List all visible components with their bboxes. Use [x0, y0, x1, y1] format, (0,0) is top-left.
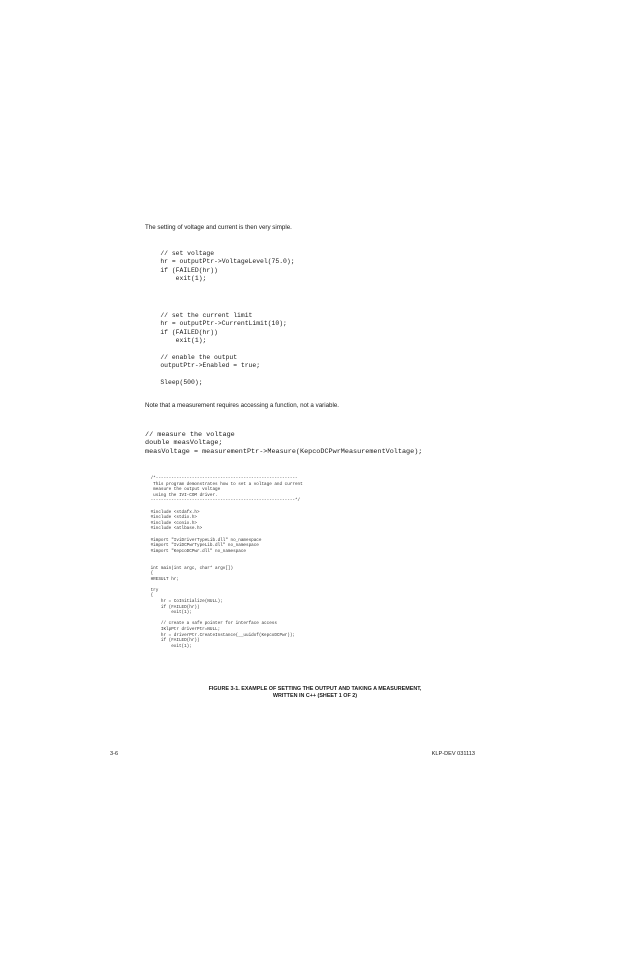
- intro-text: The setting of voltage and current is then very simple.: [145, 224, 292, 231]
- code-block-set-current: // set the current limit hr = outputPtr->CurrentLimit(10); if (FAILED(hr)) exit(1); // enable the output outputPtr->Enabled = true; Sleep(500);: [160, 312, 287, 387]
- figure-caption-line1: FIGURE 3-1. EXAMPLE OF SETTING THE OUTPUT AND TAKING A MEASUREMENT,: [208, 686, 422, 692]
- figure-caption: [145, 686, 485, 700]
- page-number: 3-6: [110, 751, 119, 757]
- figure-caption-line2: WRITTEN IN C++ (SHEET 1 OF 2): [272, 693, 358, 700]
- note-text: Note that a measurement requires accessing a function, not a variable.: [145, 402, 339, 409]
- code-block-set-voltage: // set voltage hr = outputPtr->VoltageLevel(75.0); if (FAILED(hr)) exit(1);: [160, 250, 295, 283]
- code-listing-figure: /*------------------------------------------------------- This program demonstrates how to set a voltage and current measure the output voltage using the IVI-COM driver. --------------------------------------------------------*/ #include <stdafx.h> #include <stdio.h> #include <conio.h> #include <atlbase.h> #import "IviDriverTypeLib.dll" no_namespace #import "IviDCPwrTypeLib.dll" no_namespace #import "KepcoDCPwr.dll" no_namespace int main(int argc, char* argv[]) { HRESULT hr; try { hr = CoInitialize(NULL); if (FAILED(hr)) exit(1); // create a safe pointer for interface access IKlpPtr driverPtr=NULL; hr = driverPtr.CreateInstance(__uuidof(KepcoDCPwr)); if (FAILED(hr)) exit(1);: [150, 476, 303, 649]
- code-block-measure: // measure the voltage double measVoltage; measVoltage = measurementPtr->Measure(KepcoDCPwrMeasurementVoltage);: [145, 431, 423, 456]
- document-id: KLP-DEV 031113: [431, 751, 475, 757]
